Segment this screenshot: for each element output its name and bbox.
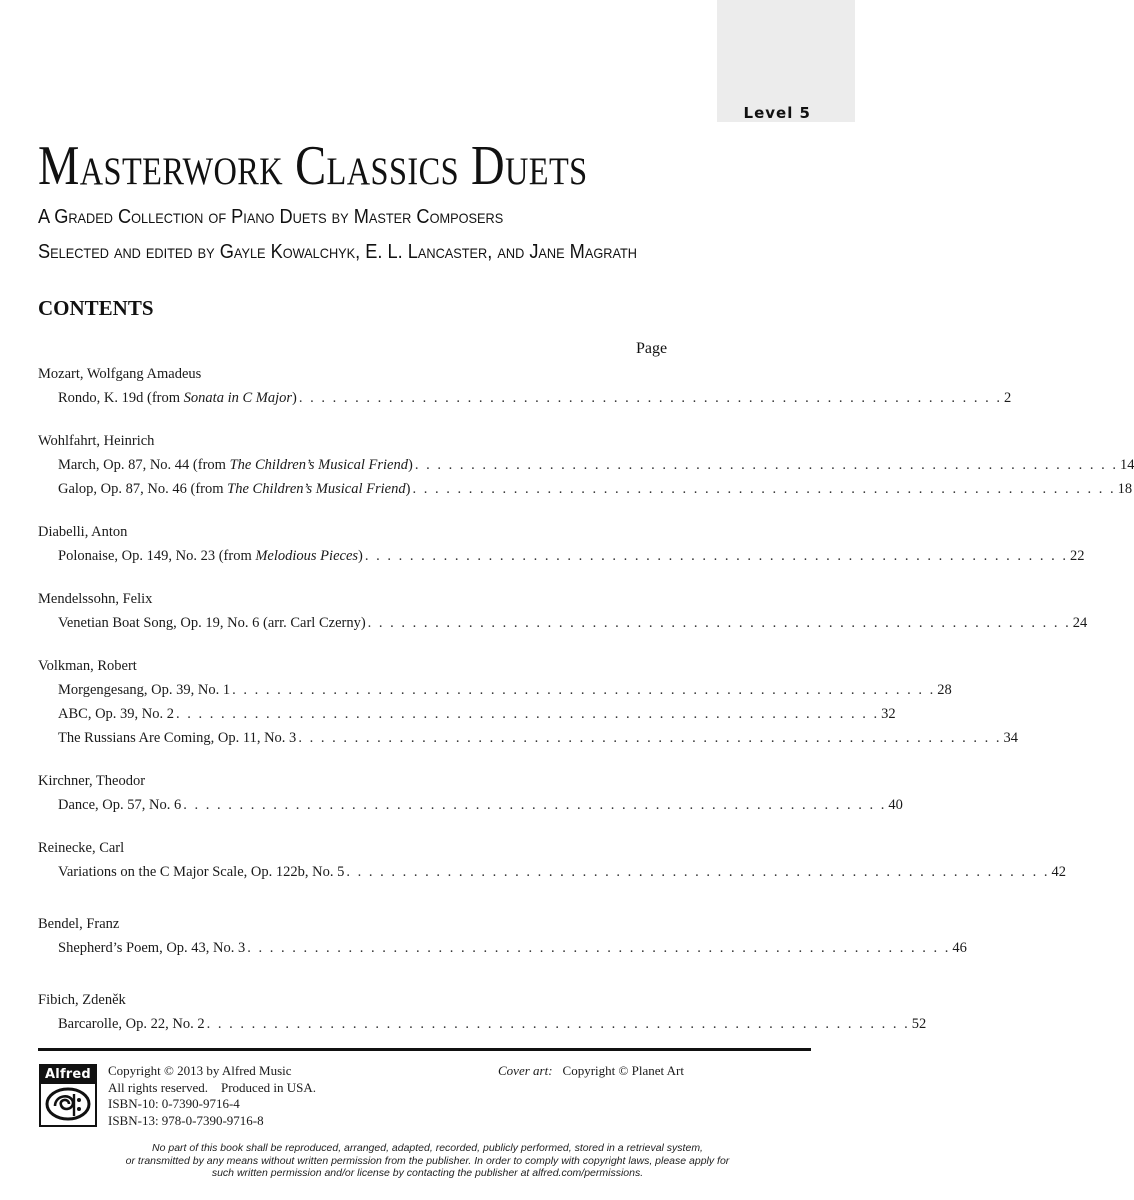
piece-title-text: March, Op. 87, No. 44 (from bbox=[58, 457, 230, 473]
piece-title bbox=[58, 1012, 205, 1036]
toc-composer-group bbox=[38, 362, 1012, 410]
toc-entry bbox=[38, 453, 1134, 477]
dot-leader: . . . . . . . . . . . . . . . . . . . . . . . . . . . . . . . . . . . . . . . . . . . . . . . . . . . . . . . . . . . . . . . bbox=[298, 390, 1002, 406]
page-number: 40 bbox=[888, 797, 903, 813]
source-collection-title: Melodious Pieces bbox=[255, 548, 359, 564]
cover-art-value: Copyright © Planet Art bbox=[562, 1063, 684, 1078]
piece-title bbox=[58, 860, 344, 884]
cover-art-credit bbox=[498, 1063, 684, 1080]
book-subtitle: A Graded Collection of Piano Duets by Master Composers bbox=[38, 206, 504, 228]
rights-line: All rights reserved. Produced in USA. bbox=[108, 1079, 316, 1095]
piece-title-text: Rondo, K. 19d (from bbox=[58, 390, 184, 406]
toc-composer-group bbox=[38, 587, 1088, 635]
page-number: 14 bbox=[1119, 457, 1134, 473]
piece-title-close: ) bbox=[292, 390, 297, 406]
toc-composer-group bbox=[38, 654, 1018, 750]
dot-leader: . . . . . . . . . . . . . . . . . . . . . . . . . . . . . . . . . . . . . . . . . . . . . . . . . . . . . . . . . . . . . . . bbox=[232, 682, 936, 698]
page-number: 32 bbox=[881, 706, 896, 722]
book-title: Masterwork Classics Duets bbox=[38, 135, 588, 197]
piece-title-text: Dance, Op. 57, No. 6 bbox=[58, 797, 182, 813]
legal-line: or transmitted by any means without written permission from the publisher. In order to comply with copyright laws, please apply for bbox=[125, 1154, 730, 1167]
dot-leader: . . . . . . . . . . . . . . . . . . . . . . . . . . . . . . . . . . . . . . . . . . . . . . . . . . . . . . . . . . . . . . . bbox=[412, 481, 1116, 497]
source-collection-title: The Children’s Musical Friend bbox=[227, 481, 406, 497]
piece-title-text: The Russians Are Coming, Op. 11, No. 3 bbox=[58, 730, 297, 746]
dot-leader: . . . . . . . . . . . . . . . . . . . . . . . . . . . . . . . . . . . . . . . . . . . . . . . . . . . . . . . . . . . . . . . bbox=[414, 457, 1118, 473]
source-collection-title: The Children’s Musical Friend bbox=[229, 457, 408, 473]
page-number: 42 bbox=[1051, 864, 1066, 880]
legal-line: No part of this book shall be reproduced, arranged, adapted, recorded, publicly performed, stored in a retrieval system, bbox=[152, 1142, 703, 1154]
page-number: 34 bbox=[1003, 730, 1018, 746]
copyright-line: Copyright © 2013 by Alfred Music bbox=[108, 1063, 292, 1078]
composer-name: Diabelli, Anton bbox=[38, 524, 128, 540]
toc-composer-group bbox=[38, 836, 1066, 884]
footer-rule bbox=[38, 1048, 811, 1051]
toc-composer-group bbox=[38, 912, 967, 960]
toc-entry bbox=[38, 477, 1133, 501]
piece-title bbox=[58, 611, 366, 635]
toc-entry bbox=[38, 386, 1012, 410]
toc-entry bbox=[38, 793, 903, 817]
piece-title-text: ABC, Op. 39, No. 2 bbox=[58, 706, 175, 722]
cover-art-label: Cover art: bbox=[498, 1063, 553, 1078]
dot-leader: . . . . . . . . . . . . . . . . . . . . . . . . . . . . . . . . . . . . . . . . . . . . . . . . . . . . . . . . . . . . . . . bbox=[367, 615, 1071, 631]
dot-leader: . . . . . . . . . . . . . . . . . . . . . . . . . . . . . . . . . . . . . . . . . . . . . . . . . . . . . . . . . . . . . . . bbox=[298, 730, 1002, 746]
composer-name: Reinecke, Carl bbox=[38, 840, 125, 856]
piece-title-text: Morgengesang, Op. 39, No. 1 bbox=[58, 682, 231, 698]
composer-name: Kirchner, Theodor bbox=[38, 773, 146, 789]
piece-title bbox=[58, 386, 297, 410]
piece-title bbox=[58, 793, 181, 817]
music-clef-logo-icon bbox=[41, 1084, 95, 1125]
isbn13-line: ISBN-13: 978-0-7390-9716-8 bbox=[108, 1112, 264, 1128]
source-collection-title: Sonata in C Major bbox=[183, 390, 293, 406]
composer-name: Mozart, Wolfgang Amadeus bbox=[38, 366, 202, 382]
toc-entry bbox=[38, 860, 1066, 884]
page-number: 2 bbox=[1004, 390, 1012, 406]
composer-name: Bendel, Franz bbox=[38, 916, 120, 932]
toc-entry bbox=[38, 936, 967, 960]
table-of-contents bbox=[38, 362, 1134, 1055]
page-number: 52 bbox=[911, 1016, 927, 1032]
dot-leader: . . . . . . . . . . . . . . . . . . . . . . . . . . . . . . . . . . . . . . . . . . . . . . . . . . . . . . . . . . . . . . . bbox=[176, 706, 880, 722]
piece-title-close: ) bbox=[358, 548, 363, 564]
composer-name: Volkman, Robert bbox=[38, 658, 137, 674]
piece-title-text: Venetian Boat Song, Op. 19, No. 6 (arr. Carl Czerny) bbox=[58, 615, 366, 631]
piece-title bbox=[58, 544, 363, 568]
piece-title-text: Barcarolle, Op. 22, No. 2 bbox=[58, 1016, 205, 1032]
piece-title-close: ) bbox=[405, 481, 411, 497]
dot-leader: . . . . . . . . . . . . . . . . . . . . . . . . . . . . . . . . . . . . . . . . . . . . . . . . . . . . . . . . . . . . . . . bbox=[183, 797, 887, 813]
piece-title-text: Variations on the C Major Scale, Op. 122b, No. 5 bbox=[58, 864, 345, 880]
copyright-block bbox=[108, 1063, 316, 1129]
composer-name: Fibich, Zdeněk bbox=[38, 992, 126, 1008]
composer-name: Mendelssohn, Felix bbox=[38, 591, 153, 607]
legal-line: such written permission and/or license by contacting the publisher at alfred.com/permissions. bbox=[211, 1167, 644, 1179]
toc-entry bbox=[38, 544, 1085, 568]
piece-title bbox=[58, 936, 245, 960]
toc-composer-group bbox=[38, 769, 903, 817]
editors-line: Selected and edited by Gayle Kowalchyk, E. L. Lancaster, and Jane Magrath bbox=[38, 241, 637, 263]
dot-leader: . . . . . . . . . . . . . . . . . . . . . . . . . . . . . . . . . . . . . . . . . . . . . . . . . . . . . . . . . . . . . . . bbox=[364, 548, 1068, 564]
legal-notice bbox=[70, 1142, 785, 1180]
page-number: 28 bbox=[937, 682, 952, 698]
publisher-logo bbox=[39, 1064, 97, 1127]
dot-leader: . . . . . . . . . . . . . . . . . . . . . . . . . . . . . . . . . . . . . . . . . . . . . . . . . . . . . . . . . . . . . . . bbox=[346, 864, 1050, 880]
toc-composer-group bbox=[38, 520, 1085, 568]
page-number: 24 bbox=[1072, 615, 1088, 631]
page-column-label: Page bbox=[636, 340, 668, 357]
toc-entry bbox=[38, 678, 952, 702]
piece-title bbox=[58, 726, 296, 750]
toc-composer-group bbox=[38, 988, 927, 1036]
toc-entry bbox=[38, 611, 1088, 635]
isbn10-line: ISBN-10: 0-7390-9716-4 bbox=[108, 1096, 240, 1111]
piece-title bbox=[58, 678, 230, 702]
page-number: 46 bbox=[952, 940, 967, 956]
composer-name: Wohlfahrt, Heinrich bbox=[38, 433, 155, 449]
toc-entry bbox=[38, 702, 896, 726]
piece-title bbox=[58, 702, 174, 726]
dot-leader: . . . . . . . . . . . . . . . . . . . . . . . . . . . . . . . . . . . . . . . . . . . . . . . . . . . . . . . . . . . . . . . bbox=[206, 1016, 910, 1032]
piece-title-text: Galop, Op. 87, No. 46 (from bbox=[58, 481, 228, 497]
page-number: 22 bbox=[1070, 548, 1085, 564]
contents-heading: CONTENTS bbox=[38, 296, 154, 320]
toc-entry bbox=[38, 726, 1018, 750]
piece-title bbox=[58, 453, 413, 477]
toc-entry bbox=[38, 1012, 927, 1036]
piece-title-close: ) bbox=[408, 457, 413, 473]
dot-leader: . . . . . . . . . . . . . . . . . . . . . . . . . . . . . . . . . . . . . . . . . . . . . . . . . . . . . . . . . . . . . . . bbox=[247, 940, 951, 956]
toc-composer-group bbox=[38, 429, 1134, 501]
piece-title bbox=[58, 477, 410, 501]
piece-title-text: Shepherd’s Poem, Op. 43, No. 3 bbox=[58, 940, 246, 956]
page-number: 18 bbox=[1117, 481, 1133, 497]
level-label: Level 5 bbox=[743, 104, 811, 122]
piece-title-text: Polonaise, Op. 149, No. 23 (from bbox=[58, 548, 256, 564]
logo-wordmark: Alfred bbox=[41, 1066, 95, 1084]
